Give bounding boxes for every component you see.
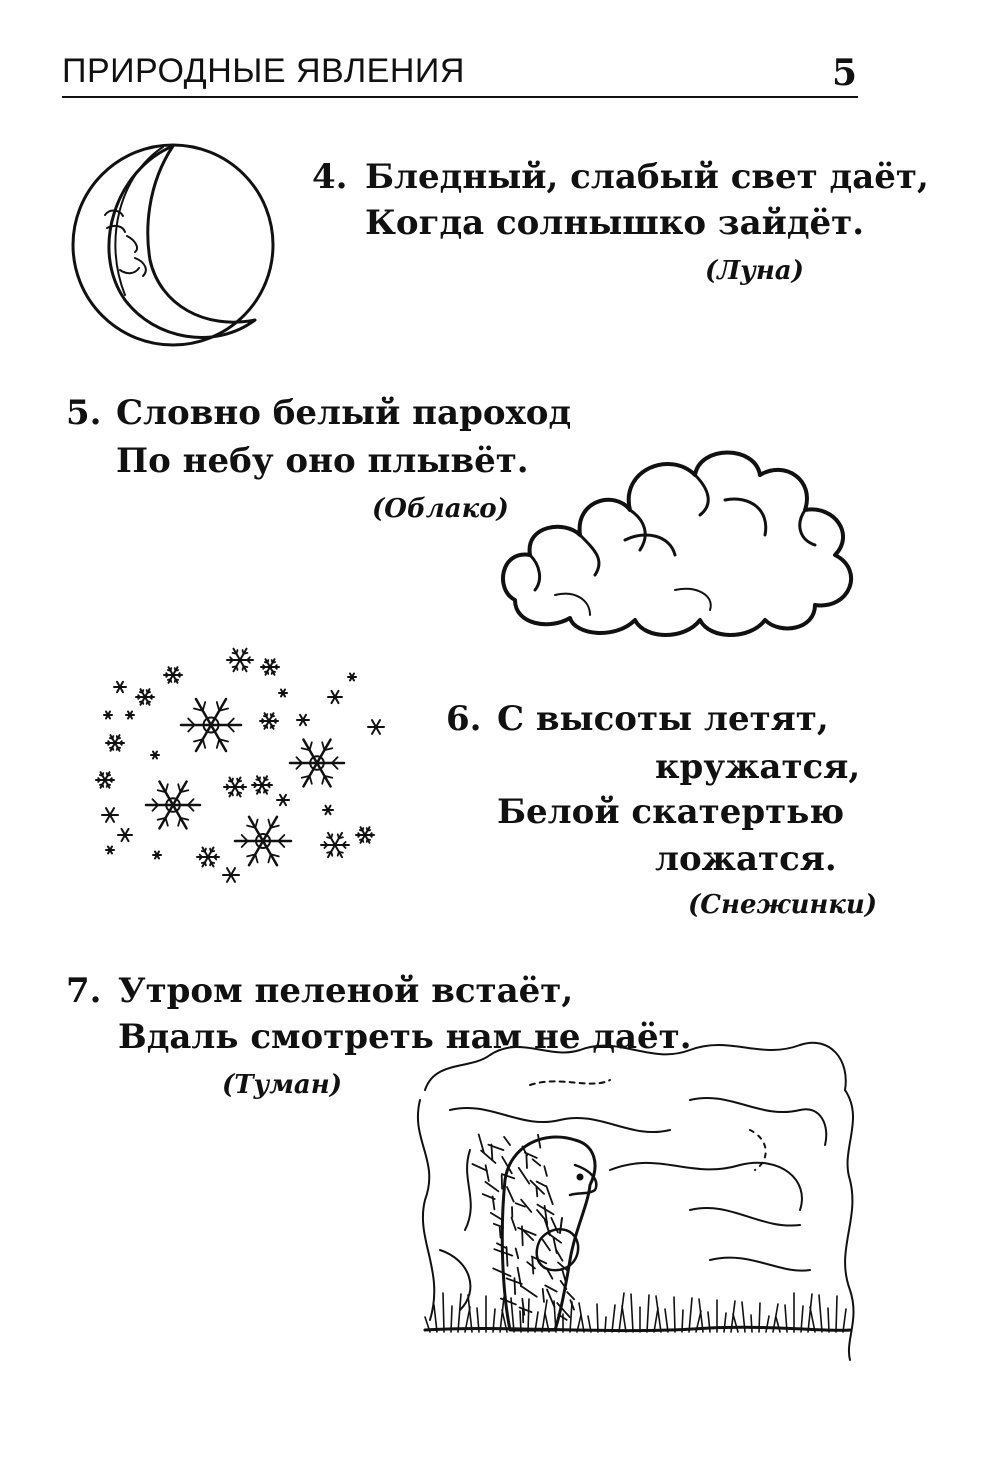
- snowflake: [164, 667, 182, 683]
- snowflake: [227, 649, 253, 672]
- page-title: ПРИРОДНЫЕ ЯВЛЕНИЯ: [62, 52, 465, 90]
- riddle-7-line-1: Утром пеленой встаёт,: [118, 971, 574, 1011]
- snowflake: [356, 827, 374, 843]
- riddle-4-answer: (Луна): [705, 256, 804, 286]
- snowflake: [348, 674, 356, 681]
- snowflake: [146, 782, 200, 829]
- riddle-7-line-2: Вдаль смотреть нам не даёт.: [118, 1017, 692, 1057]
- cloud-icon: [495, 440, 865, 640]
- riddle-5-line-2: По небу оно плывёт.: [116, 441, 529, 481]
- riddle-4-number: 4.: [312, 157, 348, 197]
- riddle-6-line-2: кружатся,: [655, 747, 861, 787]
- header-divider: [62, 96, 858, 98]
- riddle-5-answer: (Облако): [372, 494, 509, 524]
- snowflake: [277, 795, 289, 805]
- snowflake: [235, 817, 291, 865]
- riddle-6-line-1: С высоты летят,: [497, 699, 829, 739]
- riddle-5-number: 5.: [66, 393, 102, 433]
- snowflake: [106, 847, 114, 854]
- snowflake: [197, 848, 219, 867]
- snowflake: [252, 776, 272, 793]
- snowflake: [151, 752, 159, 759]
- riddle-4-line-2: Когда солнышко зайдёт.: [365, 203, 865, 243]
- riddle-4-line-1: Бледный, слабый свет даёт,: [365, 157, 929, 197]
- hedgehog-in-fog-icon: [410, 1030, 870, 1370]
- snowflake: [279, 690, 287, 697]
- snowflake: [260, 713, 278, 729]
- snowflake: [102, 808, 118, 822]
- riddle-6-line-3: Белой скатертью: [497, 792, 845, 832]
- snowflake: [224, 778, 246, 797]
- snowflake: [114, 682, 126, 692]
- riddle-7-number: 7.: [66, 971, 102, 1011]
- snowflake: [96, 772, 114, 788]
- snowflake: [290, 740, 344, 787]
- riddle-7-answer: (Туман): [222, 1070, 343, 1100]
- snowflake: [321, 833, 349, 857]
- riddle-6-number: 6.: [446, 699, 482, 739]
- snowflake: [323, 806, 333, 815]
- snowflake: [153, 852, 161, 859]
- moon-icon: [65, 140, 285, 350]
- riddle-6-line-4: ложатся.: [655, 839, 837, 879]
- snowflake: [297, 715, 309, 725]
- snowflake: [136, 689, 154, 705]
- snowflake: [181, 699, 241, 751]
- riddle-5-line-1: Словно белый пароход: [116, 393, 572, 433]
- snowflake: [118, 829, 132, 841]
- snowflake: [104, 712, 112, 719]
- snowflake: [261, 659, 279, 675]
- snowflakes-icon: [95, 645, 395, 890]
- snowflake: [126, 712, 134, 719]
- snowflake: [328, 691, 342, 703]
- riddle-6-answer: (Снежинки): [688, 890, 878, 920]
- snowflake: [223, 868, 239, 882]
- snowflake: [368, 720, 384, 734]
- page-number: 5: [832, 52, 858, 94]
- snowflake: [106, 735, 124, 751]
